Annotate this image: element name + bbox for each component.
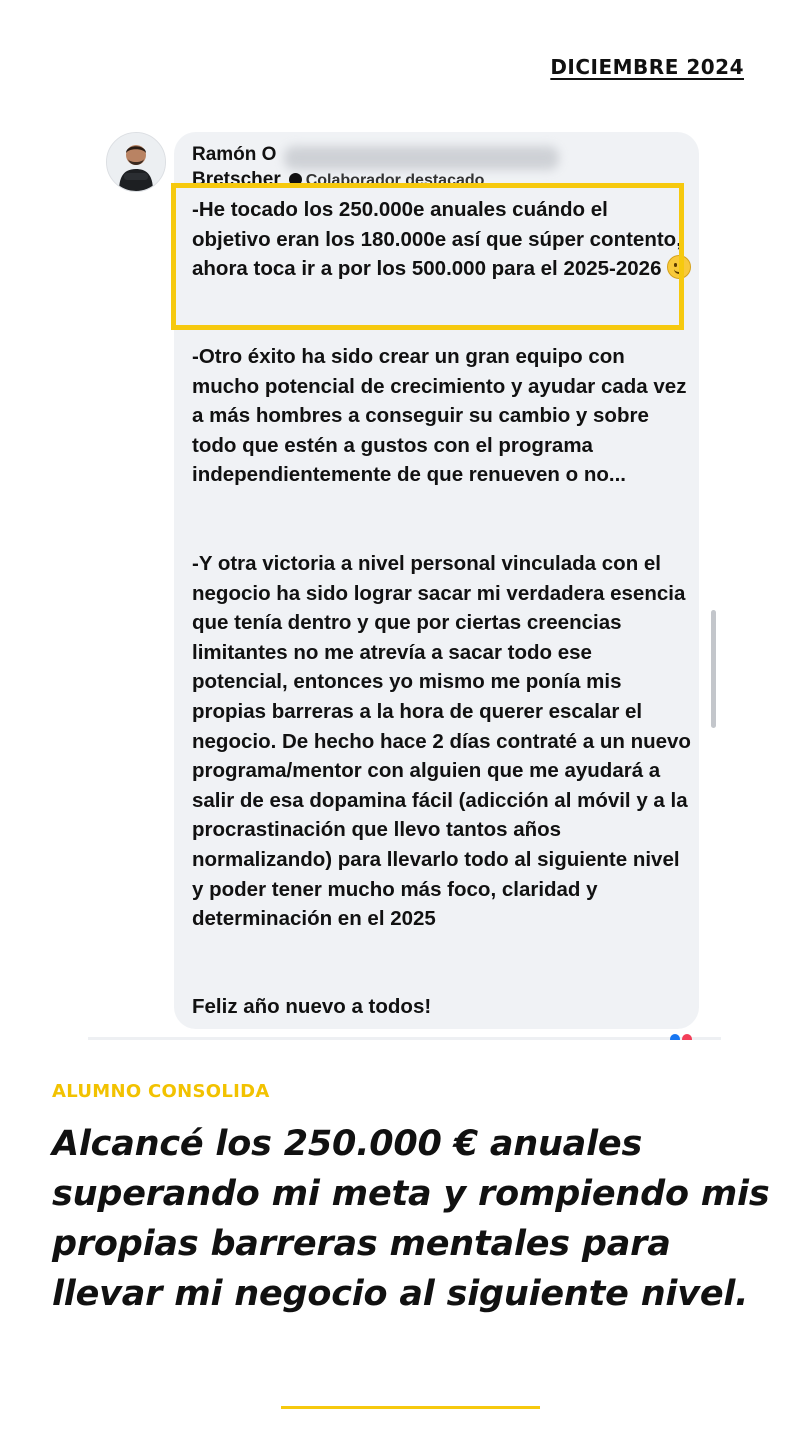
comment-paragraph-1-text: -He tocado los 250.000e anuales cuándo el objetivo eran los 180.000e así que súper contento, ahora toca ir a por los 500.000 para el 2025-2026 <box>192 198 682 281</box>
author-name-redacted-blur <box>284 146 559 170</box>
testimonial-label: ALUMNO CONSOLIDA <box>52 1081 270 1102</box>
avatar-person-icon <box>107 133 165 191</box>
testimonial-headline: Alcancé los 250.000 € anuales superando mi meta y rompiendo mis propias barreras mentales para llevar mi negocio al siguiente nivel. <box>52 1124 770 1314</box>
date-heading: DICIEMBRE 2024 <box>550 55 744 79</box>
highlight-box <box>171 183 684 330</box>
comment-paragraph-2: -Otro éxito ha sido crear un gran equipo con mucho potencial de crecimiento y ayudar cada vez a más hombres a conseguir su cambio y sobre todo que estén a gustos con el programa independientemente de que renueven o no... <box>192 345 687 487</box>
top-contributor-badge: Colaborador destacado <box>305 172 485 186</box>
author-name[interactable]: Ramón O <box>192 144 277 165</box>
scrollbar-thumb[interactable] <box>711 610 716 728</box>
reaction-icons[interactable] <box>668 1032 708 1040</box>
accent-divider <box>281 1406 540 1409</box>
love-reaction-icon <box>682 1034 692 1040</box>
avatar[interactable] <box>106 132 166 192</box>
comment-paragraph-4: Feliz año nuevo a todos! <box>192 995 432 1018</box>
author-surname[interactable]: Bretscher <box>192 169 281 186</box>
like-reaction-icon <box>670 1034 680 1040</box>
comment-paragraph-3: -Y otra victoria a nivel personal vinculada con el negocio ha sido lograr sacar mi verdadera esencia que tenía dentro y que por ciertas creencias limitantes no me atrevía a sacar todo ese potencial, entonces yo mismo me ponía mis propias barreras a la hora de querer escalar el negocio. De hecho hace 2 días contraté a un nuevo programa/mentor con alguien que me ayudará a salir de esa dopamina fácil (adicción al móvil y a la procrastinación que llevo tantos años normalizando) para llevarlo todo al siguiente nivel y poder tener mucho más foco, claridad y determinación en el 2025 <box>192 552 691 931</box>
